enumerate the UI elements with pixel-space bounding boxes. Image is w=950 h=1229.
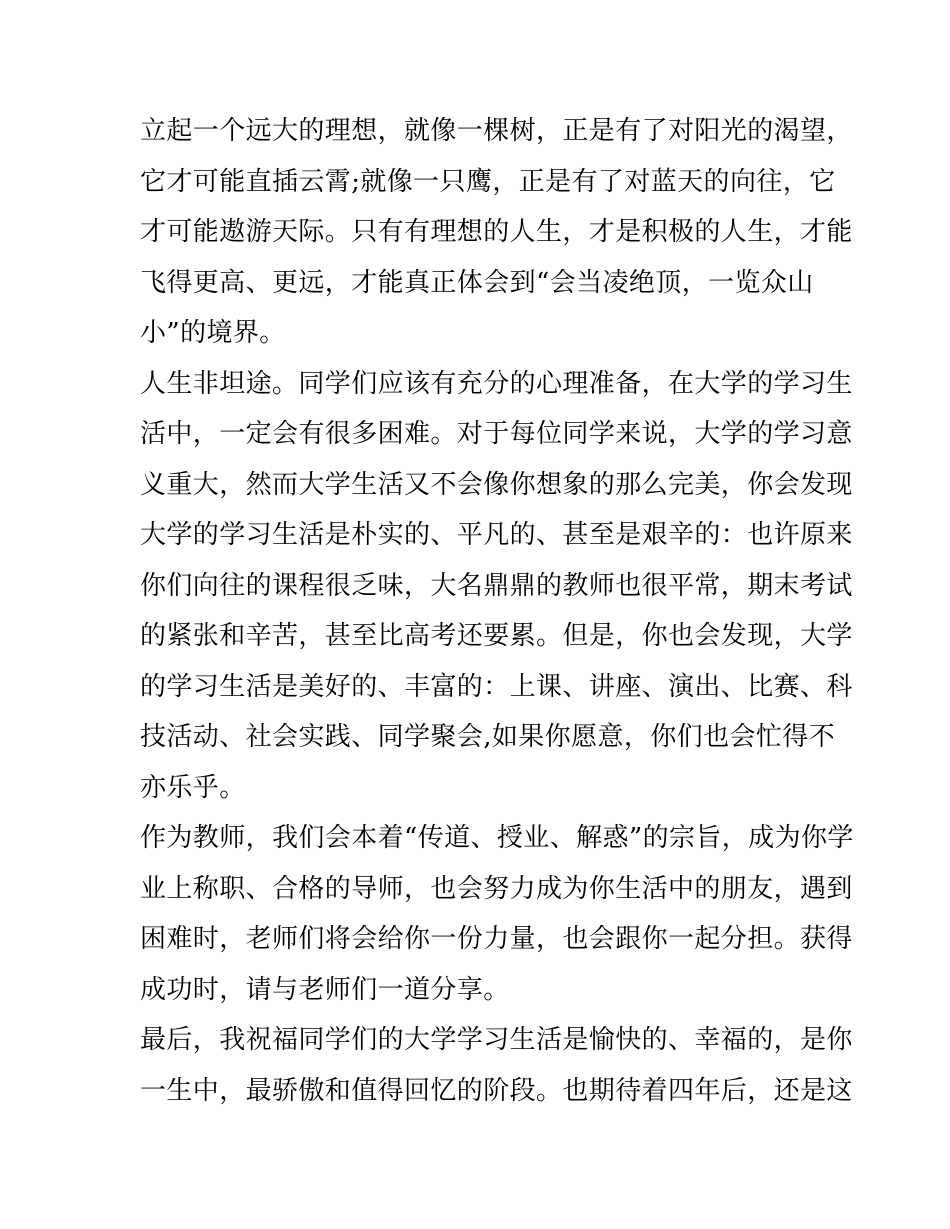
text-line: 小”的境界。 (140, 318, 286, 348)
paragraph-challenges (140, 359, 853, 814)
text-line: 它才可能直插云霄;就像一只鹰，正是有了对蓝天的向往，它 (140, 166, 836, 197)
paragraph-blessing (140, 1015, 853, 1116)
document-body (140, 106, 854, 1116)
text-line: 活中，一定会有很多困难。对于每位同学来说，大学的学习意 (140, 419, 853, 449)
text-line: 才可能遨游天际。只有有理想的人生，才是积极的人生，才能 (140, 217, 853, 247)
paragraph-ideals (140, 106, 853, 359)
text-line: 最后，我祝福同学们的大学学习生活是愉快的、幸福的，是你 (140, 1025, 853, 1055)
text-line: 人生非坦途。同学们应该有充分的心理准备，在大学的学习生 (140, 368, 853, 399)
text-line: 的学习生活是美好的、丰富的：上课、讲座、演出、比赛、科 (140, 671, 853, 702)
text-line: 技活动、社会实践、同学聚会,如果你愿意，你们也会忙得不 (140, 722, 836, 752)
text-line: 困难时，老师们将会给你一份力量，也会跟你一起分担。获得 (140, 924, 853, 954)
paragraph-teachers (140, 813, 854, 1015)
text-line: 一生中，最骄傲和值得回忆的阶段。也期待着四年后，还是这 (140, 1075, 853, 1106)
text-line: 你们向往的课程很乏味，大名鼎鼎的教师也很平常，期末考试 (140, 570, 853, 601)
text-line: 飞得更高、更远，才能真正体会到“会当凌绝顶，一览众山 (140, 267, 814, 298)
text-line: 作为教师，我们会本着“传道、授业、解惑”的宗旨，成为你学 (140, 823, 854, 853)
text-line: 成功时，请与老师们一道分享。 (140, 974, 510, 1005)
text-line: 亦乐乎。 (140, 772, 246, 803)
text-line: 的紧张和辛苦，甚至比高考还要累。但是，你也会发现，大学 (140, 621, 853, 651)
text-line: 大学的学习生活是朴实的、平凡的、甚至是艰辛的：也许原来 (140, 520, 853, 550)
text-line: 义重大，然而大学生活又不会像你想象的那么完美，你会发现 (140, 469, 853, 500)
text-line: 业上称职、合格的导师，也会努力成为你生活中的朋友，遇到 (140, 873, 853, 904)
text-line: 立起一个远大的理想，就像一棵树，正是有了对阳光的渴望， (140, 116, 853, 146)
